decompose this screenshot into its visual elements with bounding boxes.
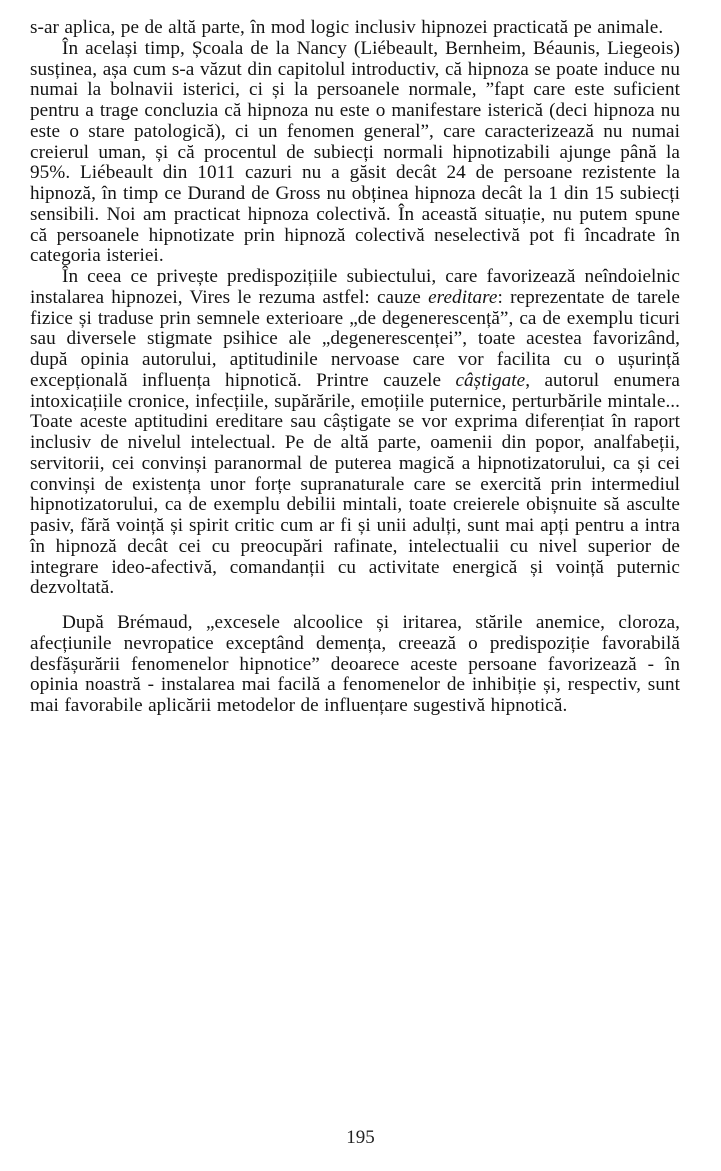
- paragraph-continuation: [30, 18, 680, 39]
- page-text-body: [30, 18, 680, 717]
- paragraph-4-text: După Brémaud, „excesele alcoolice și iritarea, stările anemice, cloroza, afecțiunile nevropatice exceptând demența, creează o predispoziție favorabilă desfășurării fenomenelor hipnotice” deoarece aceste persoane favorizează - în opinia noastră - instalarea mai facilă a fenomenelor de inhibiție și, respectiv, sunt mai favorabile aplicării metodelor de influențare sugestivă hipnotică.: [30, 612, 680, 716]
- paragraph-3-text-b: : reprezentate de tarele fizice și traduse prin semnele exterioare „de degenerescență”, ca de exemplu ticuri sau diversele stigmate psihice ale „degenerescenței”, toate acestea favorizând, după opinia autorului, aptitudinile nervoase care vor facilita cu o ușurință excepțională influența hipnotică. Printre cauzele: [30, 286, 680, 391]
- page-number: 195: [346, 1127, 375, 1148]
- paragraph-1-text: s-ar aplica, pe de altă parte, în mod logic inclusiv hipnozei practicată pe animale.: [30, 17, 664, 38]
- paragraph-3-text-c: , autorul enumera intoxicațiile cronice, infecțiile, supărările, emoțiile puternice, perturbările mintale... Toate aceste aptitudini ereditare sau câștigate se vor exprima diferențiat în raport inclusiv de nivelul intelectual. Pe de altă parte, oamenii din popor, analfabeții, servitorii, cei convinși paranormal de puterea magică a hipnotizatorului, ca și cei convinși de existența unor forțe supranaturale care se exercită prin intermediul hipnotizatorului, ca de exemplu debilii mintali, toate creierele obișnuite să asculte pasiv, fără voință și spirit critic cum ar fi și unii adulți, sunt mai apți pentru a intra în hipnoză decât cei cu preocupări rafinate, intelectualii cu nivel superior de integrare ideo-afectivă, comandanții cu activitate energică și voință puternic dezvoltată.: [30, 369, 681, 599]
- paragraph-3-italic-ereditare: ereditare: [428, 286, 498, 308]
- paragraph-bremaud: [30, 613, 680, 717]
- paragraph-predispositions: [30, 267, 680, 599]
- paragraph-3-italic-castigate: câștigate: [455, 369, 526, 391]
- paragraph-2-text: În același timp, Școala de la Nancy (Liébeault, Bernheim, Béaunis, Liegeois) susținea, așa cum s-a văzut din capitolul introductiv, că hipnoza se poate induce nu numai la bolnavii isterici, ci și la persoanele normale, ”fapt care este suficient pentru a trage concluzia că hipnoza nu este o manifestare isterică (deci hipnoza nu este o stare patologică), ci un fenomen general”, care caracterizează nu numai creierul uman, și că procentul de subiecți normali hipnotizabili ajunge până la 95%. Liébeault din 1011 cazuri nu a găsit decât 24 de persoane rezistente la hipnoză, în timp ce Durand de Gross nu obținea hipnoza decât la 1 din 15 subiecți sensibili. Noi am practicat hipnoza colectivă. În această situație, nu putem spune că persoanele hipnotizate prin hipnoză colectivă neselectivă pot fi încadrate în categoria isteriei.: [30, 37, 680, 267]
- paragraph-nancy-school: [30, 39, 680, 267]
- paragraph-3-text-a: În ceea ce privește predispozițiile subiectului, care favorizează neîndoielnic instalarea hipnozei, Vires le rezuma astfel: cauze: [30, 266, 680, 308]
